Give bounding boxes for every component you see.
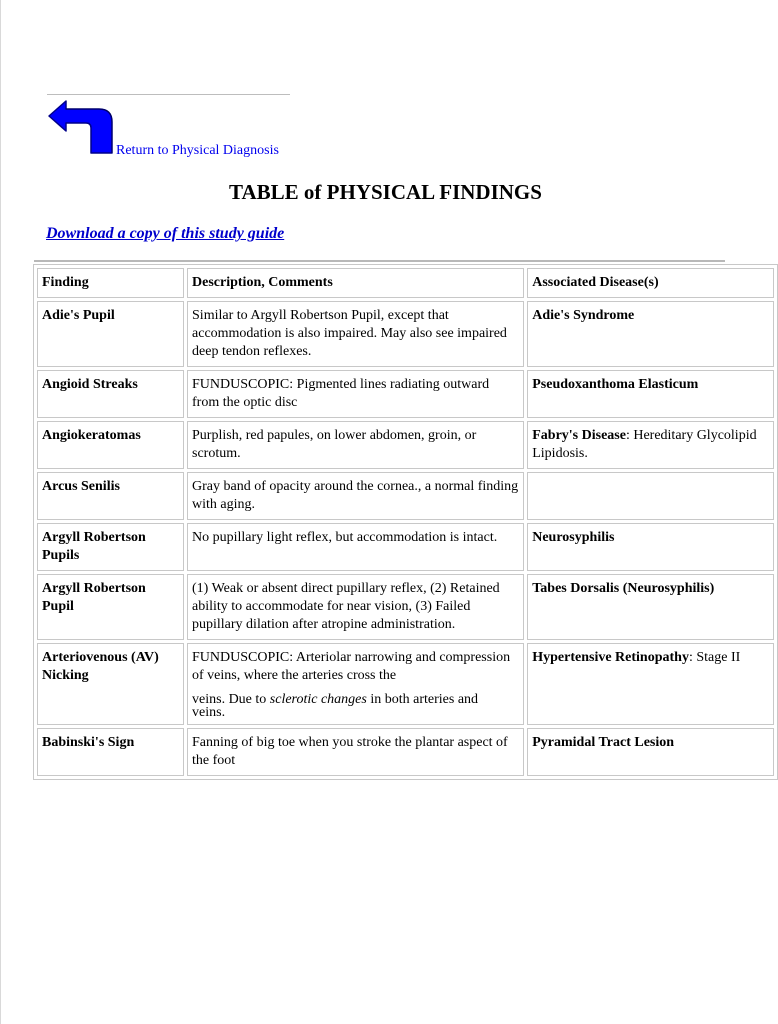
findings-table [33,264,778,780]
top-divider [47,94,290,95]
table-row [37,370,774,418]
table-row [37,643,774,725]
disease-cell [527,421,774,469]
table-header-row [37,268,774,298]
disease-cell: Tabes Dorsalis (Neurosyphilis) [527,574,774,640]
description-overlap-line [192,693,519,719]
description-cell: Fanning of big toe when you stroke the plantar aspect of the foot [187,728,524,776]
disease-cell [527,643,774,725]
disease-cell: Pseudoxanthoma Elasticum [527,370,774,418]
description-text: FUNDUSCOPIC: Arteriolar narrowing and compression of veins, where the arteries cross the [192,650,511,683]
finding-cell: Argyll Robertson Pupils [37,523,184,571]
finding-cell: Arteriovenous (AV) Nicking [37,643,184,725]
description-fragment: veins. [192,705,226,720]
finding-cell: Argyll Robertson Pupil [37,574,184,640]
return-arrow-icon[interactable] [48,97,114,155]
finding-cell: Adie's Pupil [37,301,184,367]
finding-cell: Babinski's Sign [37,728,184,776]
disease-note: : Hereditary Glycolipid Lipidosis. [532,428,757,461]
finding-cell: Angioid Streaks [37,370,184,418]
finding-cell: Angiokeratomas [37,421,184,469]
table-row [37,574,774,640]
description-cell: (1) Weak or absent direct pupillary reflex, (2) Retained ability to accommodate for near vision, (3) Failed pupillary dilation after atropine administration. [187,574,524,640]
table-row [37,301,774,367]
finding-cell: Arcus Senilis [37,472,184,520]
description-cell: FUNDUSCOPIC: Pigmented lines radiating outward from the optic disc [187,370,524,418]
description-cell: Gray band of opacity around the cornea., a normal finding with aging. [187,472,524,520]
description-cell: Similar to Argyll Robertson Pupil, except that accommodation is also impaired. May also see impaired deep tendon reflexes. [187,301,524,367]
disease-cell: Neurosyphilis [527,523,774,571]
page-title: TABLE of PHYSICAL FINDINGS [229,180,542,204]
table-row [37,523,774,571]
column-header-finding: Finding [37,268,184,298]
disease-name: Hypertensive Retinopathy [532,650,689,665]
findings-table-container [33,264,768,768]
description-emphasis: sclerotic changes [269,692,367,707]
disease-cell [527,472,774,520]
column-header-description: Description, Comments [187,268,524,298]
description-cell: Purplish, red papules, on lower abdomen, groin, or scrotum. [187,421,524,469]
table-row [37,728,774,776]
description-fragment: in both arteries and [366,692,479,707]
section-divider [34,260,725,262]
disease-cell: Adie's Syndrome [527,301,774,367]
table-row [37,472,774,520]
download-study-guide-link[interactable]: Download a copy of this study guide [46,225,285,242]
disease-name: Fabry's Disease [532,428,626,443]
description-fragment: veins. Due to [192,692,270,707]
disease-cell: Pyramidal Tract Lesion [527,728,774,776]
description-cell: No pupillary light reflex, but accommodation is intact. [187,523,524,571]
description-cell [187,643,524,725]
disease-note: : Stage II [688,650,741,665]
column-header-disease: Associated Disease(s) [527,268,774,298]
return-to-physical-diagnosis-link[interactable]: Return to Physical Diagnosis [116,143,279,158]
page-edge [0,0,1,1024]
table-row [37,421,774,469]
